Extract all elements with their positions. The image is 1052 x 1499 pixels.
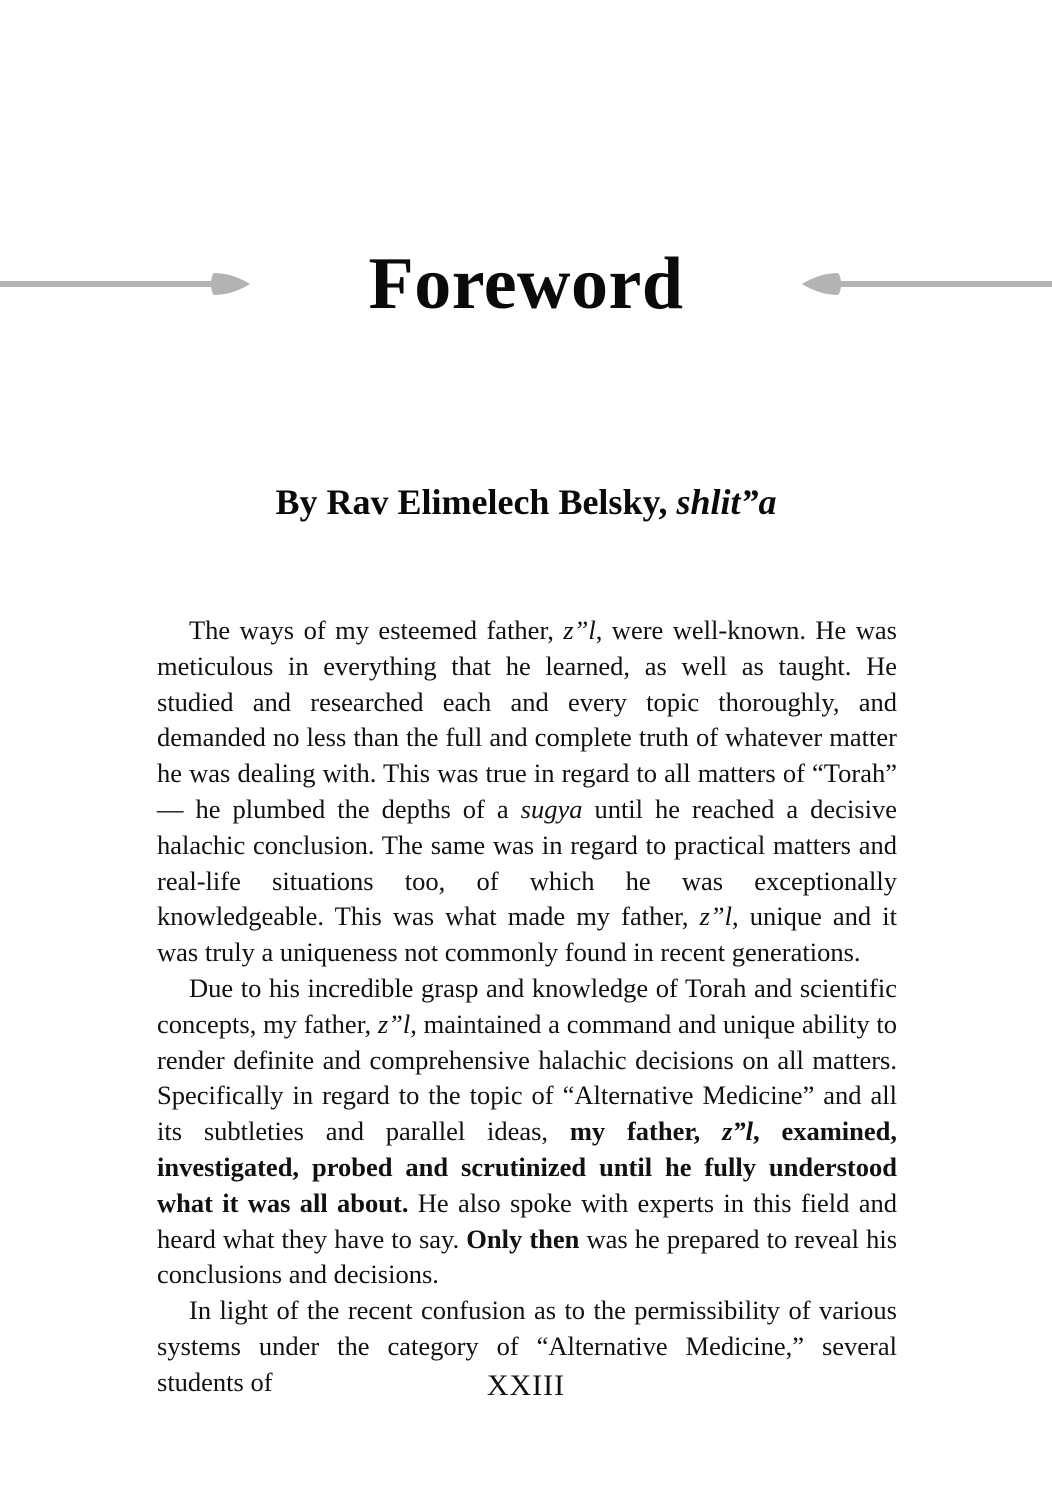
- title-band: [0, 236, 1052, 332]
- page-number: XXIII: [486, 1369, 566, 1402]
- page-title: Foreword: [343, 247, 710, 321]
- text-run-italic: sugya: [520, 793, 583, 824]
- byline-honorific: shlit”a: [676, 482, 777, 522]
- byline-prefix: By Rav Elimelech Belsky,: [275, 482, 668, 522]
- right-arrow-rule-icon: [797, 267, 1052, 301]
- paragraph-1: The ways of my esteemed father, z”l, were well-known. He was meticulous in everything that he learned, as well as taught. He studied and researched each and every topic thoroughly, and demanded no less than the full and complete truth of whatever matter he was dealing with. This was true in regard to all matters of “Torah” — he plumbed the depths of a sugya until he reached a decisive halachic conclusion. The same was in regard to practical matters and real-life situations too, of which he was exceptionally knowledgeable. This was what made my father, z”l, unique and it was truly a uniqueness not commonly found in recent generations.: [157, 615, 897, 968]
- text-run-italic: z”l: [699, 901, 732, 932]
- paragraph-3: In light of the recent confusion as to the permissibility of various systems under the category of “Alternative Medicine,” several students of: [157, 1295, 897, 1397]
- text-run-italic: z”l: [377, 1008, 411, 1039]
- paragraph-2: Due to his incredible grasp and knowledge of Torah and scientific concepts, my father, z”l, maintained a command and unique ability to render definite and comprehensive halachic decisions on all matters. Specifically in regard to the topic of “Alternative Medicine” and all its subtleties and parallel ideas, my father, z”l, examined, investigated, probed and scrutinized until he fully understood what it was all about. He also spoke with experts in this field and heard what they have to say. Only then was he prepared to reveal his conclusions and decisions.: [157, 972, 898, 1290]
- text-run-bold: Only then: [466, 1223, 580, 1254]
- body-copy: [157, 613, 897, 1401]
- byline: [157, 480, 895, 524]
- text-run-bold: my father,: [569, 1116, 723, 1147]
- text-run-bold: , examined, investigated, probed and scrutinized until he fully understood what it was all about.: [157, 1116, 898, 1218]
- left-arrow-rule-icon: [0, 267, 260, 301]
- text-run-bold-italic: z”l: [722, 1116, 754, 1147]
- text-run-italic: z”l: [563, 615, 596, 645]
